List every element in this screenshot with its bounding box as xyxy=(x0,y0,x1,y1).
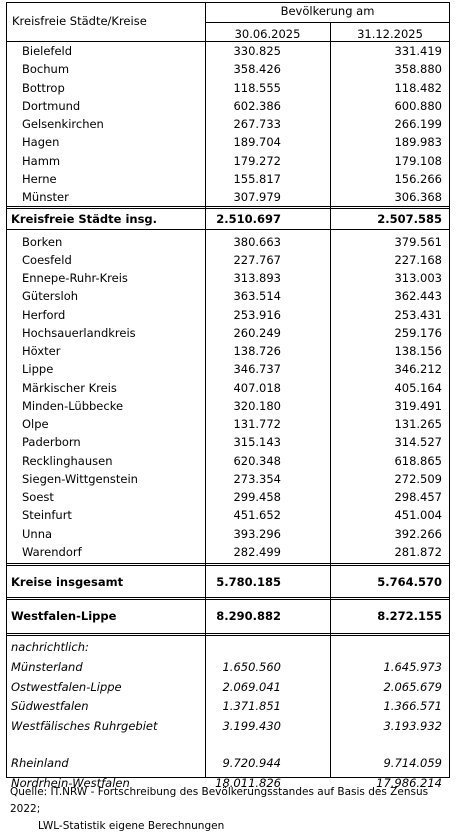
value-date-1: 5.780.185 xyxy=(216,575,281,589)
header-date-2: 31.12.2025 xyxy=(357,27,423,41)
value-date-2: 2.065.679 xyxy=(383,679,442,694)
row-label: Bielefeld xyxy=(22,44,73,58)
table-row xyxy=(6,42,450,60)
row-label: Ostwestfalen-Lippe xyxy=(11,679,122,694)
header-region-column: Kreisfreie Städte/Kreise xyxy=(12,14,147,28)
value-date-2: 298.457 xyxy=(394,490,442,504)
row-label: Westfälisches Ruhrgebiet xyxy=(11,718,158,733)
table-row xyxy=(6,397,450,415)
value-date-2: 392.266 xyxy=(394,526,442,541)
value-date-2: 179.108 xyxy=(394,153,442,168)
value-date-2: 313.003 xyxy=(394,271,442,285)
row-label: Gelsenkirchen xyxy=(22,117,104,131)
value-date-2: 17.986.214 xyxy=(376,775,442,790)
value-date-2: 1.645.973 xyxy=(383,660,442,675)
value-date-1: 2.069.041 xyxy=(222,679,281,694)
table-row xyxy=(6,488,450,506)
value-date-1: 179.272 xyxy=(233,153,281,168)
value-date-1: 267.733 xyxy=(233,117,281,131)
value-date-2: 306.368 xyxy=(394,190,442,204)
value-date-1: 315.143 xyxy=(233,435,281,450)
row-label: Ennepe-Ruhr-Kreis xyxy=(22,271,128,285)
table-row xyxy=(6,543,450,561)
table-row xyxy=(6,342,450,360)
row-label: Höxter xyxy=(22,344,61,358)
value-date-2: 156.266 xyxy=(394,171,442,186)
row-label: Bochum xyxy=(22,62,70,77)
table-row xyxy=(6,152,450,170)
value-date-2: 272.509 xyxy=(394,471,442,486)
value-date-2: 1.366.571 xyxy=(383,699,442,714)
table-row xyxy=(6,573,450,591)
value-date-1: 9.720.944 xyxy=(222,756,281,771)
value-date-1: 620.348 xyxy=(233,453,281,468)
value-date-1: 118.555 xyxy=(233,80,281,95)
value-date-2: 314.527 xyxy=(394,435,442,450)
row-label: Siegen-Wittgenstein xyxy=(22,471,138,486)
value-date-1: 602.386 xyxy=(233,98,281,113)
table-row xyxy=(6,251,450,269)
table-row xyxy=(6,170,450,188)
value-date-1: 346.737 xyxy=(233,362,281,377)
value-date-1: 363.514 xyxy=(233,289,281,304)
row-label: Rheinland xyxy=(11,756,69,771)
table-row xyxy=(6,525,450,543)
header-subline xyxy=(205,22,450,23)
value-date-2: 362.443 xyxy=(394,289,442,304)
table-row xyxy=(6,452,450,470)
value-date-1: 320.180 xyxy=(233,398,281,413)
value-date-2: 8.272.155 xyxy=(377,609,442,623)
table-row xyxy=(6,678,450,696)
row-label: Paderborn xyxy=(22,435,81,450)
table-row xyxy=(6,115,450,133)
header-date-1: 30.06.2025 xyxy=(234,27,301,41)
row-label: Märkischer Kreis xyxy=(22,380,117,395)
value-date-1: 358.426 xyxy=(233,62,281,77)
value-date-1: 299.458 xyxy=(233,490,281,504)
row-label: Gütersloh xyxy=(22,289,79,304)
table-row xyxy=(6,188,450,206)
value-date-1: 313.893 xyxy=(233,271,281,285)
table-row xyxy=(6,210,450,228)
value-date-2: 358.880 xyxy=(394,62,442,77)
table-row xyxy=(6,470,450,488)
value-date-1: 380.663 xyxy=(233,234,281,249)
row-label: Unna xyxy=(22,526,53,541)
value-date-1: 260.249 xyxy=(233,325,281,340)
table-row xyxy=(6,415,450,433)
value-date-1: 282.499 xyxy=(233,544,281,559)
row-label: Münsterland xyxy=(11,660,83,675)
value-date-2: 3.193.932 xyxy=(383,718,442,733)
value-date-2: 281.872 xyxy=(394,544,442,559)
note-label-row xyxy=(6,638,450,656)
row-label: Dortmund xyxy=(22,98,81,113)
table-row xyxy=(6,433,450,451)
value-date-2: 253.431 xyxy=(394,307,442,322)
row-label: Hochsauerlandkreis xyxy=(22,325,136,340)
row-label: Steinfurt xyxy=(22,508,72,523)
table-row xyxy=(6,324,450,342)
value-date-2: 346.212 xyxy=(394,362,442,377)
value-date-1: 138.726 xyxy=(233,344,281,358)
row-label: Südwestfalen xyxy=(11,699,89,714)
value-date-1: 407.018 xyxy=(233,380,281,395)
value-date-2: 259.176 xyxy=(394,325,442,340)
value-date-1: 273.354 xyxy=(233,471,281,486)
table-row xyxy=(6,306,450,324)
value-date-2: 118.482 xyxy=(394,80,442,95)
value-date-2: 5.764.570 xyxy=(377,575,442,589)
value-date-1: 393.296 xyxy=(233,526,281,541)
table-row xyxy=(6,754,450,772)
table-row xyxy=(6,697,450,715)
row-label: Olpe xyxy=(22,417,49,431)
separator-line xyxy=(6,597,450,600)
row-label: Recklinghausen xyxy=(22,453,113,468)
row-label: Warendorf xyxy=(22,544,82,559)
row-label: Herne xyxy=(22,171,57,186)
value-date-2: 266.199 xyxy=(394,117,442,131)
value-date-2: 600.880 xyxy=(394,98,442,113)
value-date-2: 227.168 xyxy=(394,252,442,267)
value-date-2: 451.004 xyxy=(394,508,442,523)
value-date-1: 155.817 xyxy=(233,171,281,186)
value-date-1: 1.650.560 xyxy=(222,660,281,675)
row-label: Hamm xyxy=(22,153,61,168)
table-row xyxy=(6,269,450,287)
value-date-1: 253.916 xyxy=(233,307,281,322)
value-date-2: 2.507.585 xyxy=(377,212,442,227)
value-date-1: 2.510.697 xyxy=(216,212,281,227)
separator-line xyxy=(6,206,450,209)
value-date-2: 618.865 xyxy=(394,453,442,468)
source-line-2: LWL-Statistik eigene Berechnungen xyxy=(38,820,225,832)
row-label: Westfalen-Lippe xyxy=(11,609,117,623)
value-date-2: 379.561 xyxy=(394,234,442,249)
value-date-1: 307.979 xyxy=(233,190,281,204)
value-date-1: 8.290.882 xyxy=(216,609,281,623)
source-note xyxy=(10,784,456,835)
value-date-2: 189.983 xyxy=(394,135,442,150)
table-row xyxy=(6,60,450,78)
table-row xyxy=(6,79,450,97)
row-label: Nordrhein-Westfalen xyxy=(11,775,130,790)
table-row xyxy=(6,658,450,676)
row-label: Münster xyxy=(22,190,69,204)
source-line-1: Quelle: IT.NRW - Fortschreibung des Bevölkerungsstandes auf Basis des Zensus 2022; xyxy=(10,786,429,815)
row-label: Herford xyxy=(22,307,66,322)
row-label: Hagen xyxy=(22,135,60,150)
value-date-2: 331.419 xyxy=(394,44,442,58)
table-row xyxy=(6,506,450,524)
row-label: Minden-Lübbecke xyxy=(22,398,124,413)
value-date-1: 18.011.826 xyxy=(215,775,281,790)
row-label: Lippe xyxy=(22,362,54,377)
row-label: Coesfeld xyxy=(22,252,72,267)
row-label: Kreise insgesamt xyxy=(11,575,124,589)
value-date-2: 131.265 xyxy=(394,417,442,431)
value-date-1: 227.767 xyxy=(233,252,281,267)
row-label: Borken xyxy=(22,234,63,249)
row-label: Bottrop xyxy=(22,80,65,95)
value-date-1: 189.704 xyxy=(233,135,281,150)
separator-line xyxy=(6,229,450,230)
value-date-1: 1.371.851 xyxy=(222,699,281,714)
table-row xyxy=(6,379,450,397)
value-date-1: 131.772 xyxy=(233,417,281,431)
table-row xyxy=(6,97,450,115)
value-date-2: 138.156 xyxy=(394,344,442,358)
table-row xyxy=(6,717,450,735)
value-date-2: 9.714.059 xyxy=(383,756,442,771)
table-row xyxy=(6,607,450,625)
value-date-1: 330.825 xyxy=(233,44,281,58)
row-label: Soest xyxy=(22,490,54,504)
table-row xyxy=(6,360,450,378)
separator-line xyxy=(6,633,450,636)
value-date-2: 405.164 xyxy=(394,380,442,395)
table-row xyxy=(6,287,450,305)
value-date-2: 319.491 xyxy=(394,398,442,413)
table-row xyxy=(6,133,450,151)
separator-line xyxy=(6,563,450,566)
table-row xyxy=(6,233,450,251)
note-label: nachrichtlich: xyxy=(11,640,89,654)
value-date-1: 3.199.430 xyxy=(222,718,281,733)
row-label: Kreisfreie Städte insg. xyxy=(11,212,158,227)
header-population-group: Bevölkerung am xyxy=(280,4,375,18)
value-date-1: 451.652 xyxy=(233,508,281,523)
